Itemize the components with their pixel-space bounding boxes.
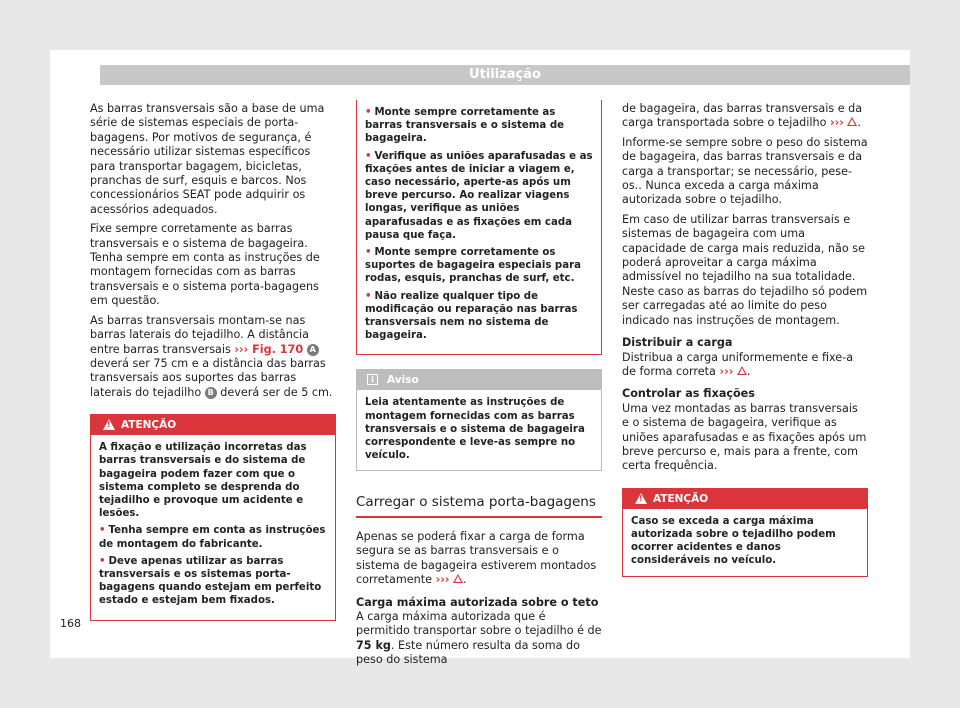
paragraph: Informe-se sempre sobre o peso do sistema de bagageira, das barras transversais e da carga a transportar; se necessário, pese-os.. Nunca exceda a carga máxima autorizada sobre o tejadilho. — [622, 135, 868, 207]
cross-ref-arrows[interactable]: ››› — [830, 116, 844, 130]
warning-title: ATENÇÃO — [121, 419, 177, 432]
note-body: Leia atentamente as instruções de montagem fornecidas com as barras transversais e o sistema de bagageira correspondente e leve-as sempre no veículo. — [365, 397, 585, 462]
warning-continuation — [356, 100, 602, 355]
warning-icon — [847, 117, 857, 126]
marker-a: A — [307, 344, 319, 356]
bullet-icon: • — [365, 247, 372, 259]
max-load-value: 75 kg — [356, 638, 391, 652]
warning-icon — [635, 493, 647, 504]
text: de bagageira, das barras transversais e da carga transportada sobre o tejadilho — [622, 102, 863, 130]
note-box — [356, 369, 602, 471]
text: Distribua a carga uniformemente e fixe-a de forma correta — [622, 350, 854, 378]
warning-item-text: Verifique as uniões aparafusadas e as fixações antes de iniciar a viagem e, caso necessário, aperte-as após um breve percurso. Ao realizar viagens longas, verifique as uniões aparafusadas e as fixações em cada pausa que faça. — [365, 150, 593, 241]
warning-item — [99, 524, 327, 550]
bullet-icon: • — [365, 290, 372, 302]
warning-item-text: Tenha sempre em conta as instruções de montagem do fabricante. — [99, 525, 326, 550]
cross-ref-arrows[interactable]: ››› — [435, 573, 450, 587]
warning-item-text: Monte sempre corretamente as barras transversais e o sistema de bagageira. — [365, 107, 565, 145]
bullet-icon: • — [365, 150, 372, 162]
subheading: Distribuir a carga — [622, 336, 733, 350]
paragraph — [356, 610, 602, 668]
marker-b: B — [205, 387, 217, 399]
warning-item-text: Monte sempre corretamente os suportes de bagageira especiais para rodas, esquis, pranchas de surf, etc. — [365, 247, 581, 285]
text: As barras transversais montam-se nas barras laterais do tejadilho. A distância entre barras transversais — [90, 313, 309, 356]
page-header: Utilização — [100, 65, 910, 85]
bullet-icon: • — [365, 107, 372, 118]
text: . Este número resulta da soma do peso do sistema — [356, 638, 580, 667]
note-header — [357, 370, 601, 390]
warning-icon — [453, 574, 463, 583]
warning-body — [91, 435, 335, 619]
warning-header — [91, 415, 335, 435]
warning-item-text: Não realize qualquer tipo de modificação ou reparação nas barras transversais nem no sistema de bagageira. — [365, 290, 578, 342]
warning-item — [365, 290, 593, 343]
column-3 — [622, 102, 868, 577]
text: deverá ser 75 cm e a distância das barras transversais aos suportes das barras laterais do tejadilho — [90, 356, 326, 399]
warning-item — [365, 246, 593, 286]
paragraph: Uma vez montadas as barras transversais e o sistema de bagageira, verifique as uniões aparafusadas e as fixações após um breve percurso e, mais para a frente, com certa frequência. — [622, 401, 867, 473]
figure-link[interactable]: ››› Fig. 170 — [234, 342, 304, 356]
paragraph: Fixe sempre corretamente as barras transversais e o sistema de bagageira. Tenha sempre em conta as instruções de montagem fornecidas com as barras transversais e o sistema porta-bagagens em questão. — [90, 222, 320, 308]
warning-title: ATENÇÃO — [653, 492, 709, 505]
manual-page — [50, 50, 910, 667]
warning-item-text: Deve apenas utilizar as barras transversais e os sistemas porta-bagagens quando estejam em perfeito estado e estejam bem fixados. — [99, 555, 322, 607]
text: Apenas se poderá fixar a carga de forma segura se as barras transversais e o sistema de bagageira estiverem montados corretamente — [356, 529, 597, 587]
column-2 — [356, 100, 602, 673]
subheading: Carga máxima autorizada sobre o teto — [356, 595, 599, 609]
paragraph: As barras transversais são a base de uma série de sistemas especiais de porta-bagagens. Por motivos de segurança, é necessário utilizar sistemas específicos para transportar bagagem, bicicletas, pranchas de surf, esquis e barcos. Nos concessionários SEAT pode adquirir os acessórios adequados. — [90, 102, 325, 216]
warning-intro: A fixação e utilização incorretas das barras transversais e do sistema de bagageira podem fazer com que o sistema completo se desprenda do tejadilho e provoque um acidente e lesões. — [99, 442, 307, 520]
bullet-icon: • — [99, 555, 106, 567]
warning-icon — [103, 419, 115, 430]
note-title: Aviso — [387, 374, 419, 387]
page-number: 168 — [60, 617, 81, 630]
text: deverá ser de 5 cm. — [216, 385, 333, 399]
bullet-icon: • — [99, 525, 106, 537]
warning-body: Caso se exceda a carga máxima autorizada sobre o tejadilho podem ocorrer acidentes e danos consideráveis no veículo. — [631, 515, 836, 567]
paragraph — [90, 314, 336, 400]
warning-item — [365, 150, 593, 242]
column-1 — [90, 102, 336, 621]
text: A carga máxima autorizada que é permitido transportar sobre o tejadilho é de — [356, 609, 602, 638]
warning-item — [99, 555, 327, 608]
section-title: Carregar o sistema porta-bagagens — [356, 495, 602, 517]
paragraph: Em caso de utilizar barras transversais e sistemas de bagageira com uma capacidade de carga mais reduzida, não se poderá aproveitar a carga máxima admissível no tejadilho na sua totalidade. Neste caso as barras do tejadilho só podem ser carregadas até ao limite do peso indicado nas instruções de montagem. — [622, 212, 868, 327]
warning-item — [365, 106, 593, 146]
info-icon: i — [367, 374, 378, 385]
paragraph: de bagageira, das barras transversais e da carga transportada sobre o tejadilho ››› . — [622, 102, 863, 130]
paragraph: Apenas se poderá fixar a carga de forma segura se as barras transversais e o sistema de bagageira estiverem montados corretamente ››› . — [356, 529, 597, 587]
warning-icon — [737, 366, 747, 375]
warning-box — [90, 414, 336, 620]
warning-header — [623, 489, 867, 509]
cross-ref-arrows[interactable]: ››› — [719, 364, 734, 378]
paragraph: Distribua a carga uniformemente e fixe-a de forma correta ››› . — [622, 350, 854, 378]
warning-box — [622, 488, 868, 577]
subheading: Controlar as fixações — [622, 387, 755, 401]
